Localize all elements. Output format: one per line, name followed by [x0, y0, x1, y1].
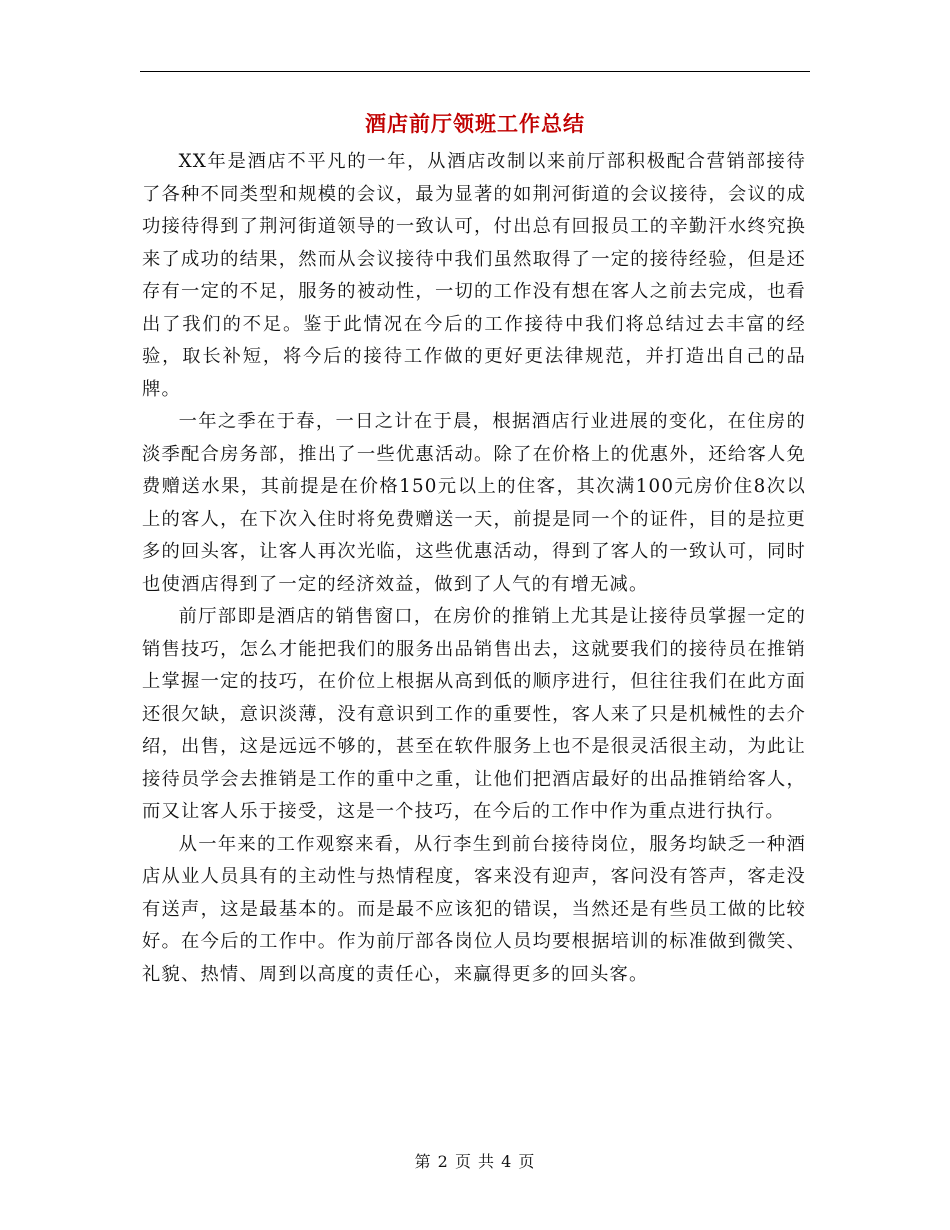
document-body: [142, 146, 806, 991]
paragraph-4: 从一年来的工作观察来看，从行李生到前台接待岗位，服务均缺乏一种酒店从业人员具有的主动性与热情程度，客来没有迎声，客问没有答声，客走没有送声，这是最基本的。而是最不应该犯的错误，当然还是有些员工做的比较好。在今后的工作中。作为前厅部各岗位人员均要根据培训的标准做到微笑、礼貌、热情、周到以高度的责任心，来赢得更多的回头客。: [142, 833, 806, 985]
page-footer: 第 2 页 共 4 页: [414, 1152, 536, 1171]
paragraph-1: XX年是酒店不平凡的一年，从酒店改制以来前厅部积极配合营销部接待了各种不同类型和规模的会议，最为显著的如荆河街道的会议接待，会议的成功接待得到了荆河街道领导的一致认可，付出总有回报员工的辛勤汗水终究换来了成功的结果，然而从会议接待中我们虽然取得了一定的接待经验，但是还存有一定的不足，服务的被动性，一切的工作没有想在客人之前去完成，也看出了我们的不足。鉴于此情况在今后的工作接待中我们将总结过去丰富的经验，取长补短，将今后的接待工作做的更好更法律规范，并打造出自己的品牌。: [142, 151, 806, 400]
paragraph-2: 一年之季在于春，一日之计在于晨，根据酒店行业进展的变化，在住房的淡季配合房务部，推出了一些优惠活动。除了在价格上的优惠外，还给客人免费赠送水果，其前提是在价格150元以上的住客，其次满100元房价住8次以上的客人，在下次入住时将免费赠送一天，前提是同一个的证件，目的是拉更多的回头客，让客人再次光临，这些优惠活动，得到了客人的一致认可，同时也使酒店得到了一定的经济效益，做到了人气的有增无减。: [142, 411, 806, 595]
document-title: 酒店前厅领班工作总结: [365, 112, 585, 136]
paragraph-3: 前厅部即是酒店的销售窗口，在房价的推销上尤其是让接待员掌握一定的销售技巧，怎么才能把我们的服务出品销售出去，这就要我们的接待员在推销上掌握一定的技巧，在价位上根据从高到低的顺序进行，但往往我们在此方面还很欠缺，意识淡薄，没有意识到工作的重要性，客人来了只是机械性的去介绍，出售，这是远远不够的，甚至在软件服务上也不是很灵活很主动，为此让接待员学会去推销是工作的重中之重，让他们把酒店最好的出品推销给客人，而又让客人乐于接受，这是一个技巧，在今后的工作中作为重点进行执行。: [142, 606, 806, 822]
header-rule: [140, 71, 810, 72]
